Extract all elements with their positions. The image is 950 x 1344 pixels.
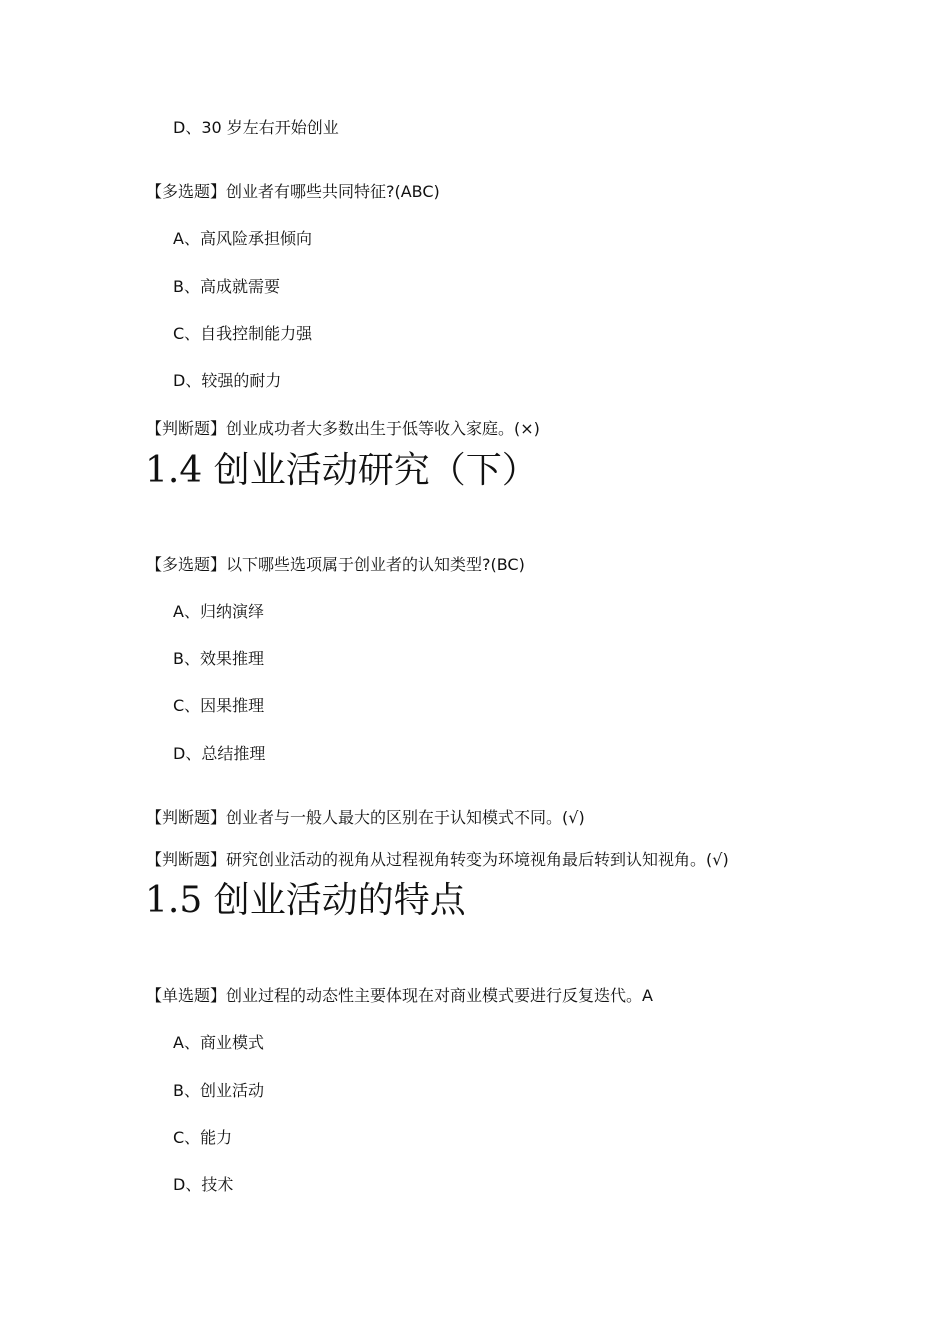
single-choice-question: 【单选题】创业过程的动态性主要体现在对商业模式要进行反复迭代。A [146,986,653,1005]
option-b-text: B、高成就需要 [173,277,280,296]
option-d-text: D、技术 [173,1175,234,1194]
multi-choice-question: 【多选题】创业者有哪些共同特征?(ABC) [146,182,440,201]
option-d-text: D、30 岁左右开始创业 [173,118,339,137]
option-b-text: B、创业活动 [173,1081,264,1100]
option-c-text: C、因果推理 [173,696,265,715]
option-b-text: B、效果推理 [173,649,264,668]
section-heading: 1.4 创业活动研究（下） [145,450,538,491]
option-d-text: D、总结推理 [173,744,266,763]
multi-choice-question: 【多选题】以下哪些选项属于创业者的认知类型?(BC) [146,555,525,574]
section-heading: 1.5 创业活动的特点 [145,880,466,921]
option-d-text: D、较强的耐力 [173,371,282,390]
option-c-text: C、能力 [173,1128,233,1147]
option-a-text: A、高风险承担倾向 [173,229,312,248]
true-false-question: 【判断题】创业者与一般人最大的区别在于认知模式不同。(√) [146,808,585,827]
true-false-question: 【判断题】创业成功者大多数出生于低等收入家庭。(×) [146,419,540,438]
option-c-text: C、自我控制能力强 [173,324,313,343]
true-false-question: 【判断题】研究创业活动的视角从过程视角转变为环境视角最后转到认知视角。(√) [146,850,729,869]
option-a-text: A、商业模式 [173,1033,264,1052]
option-a-text: A、归纳演绎 [173,602,264,621]
